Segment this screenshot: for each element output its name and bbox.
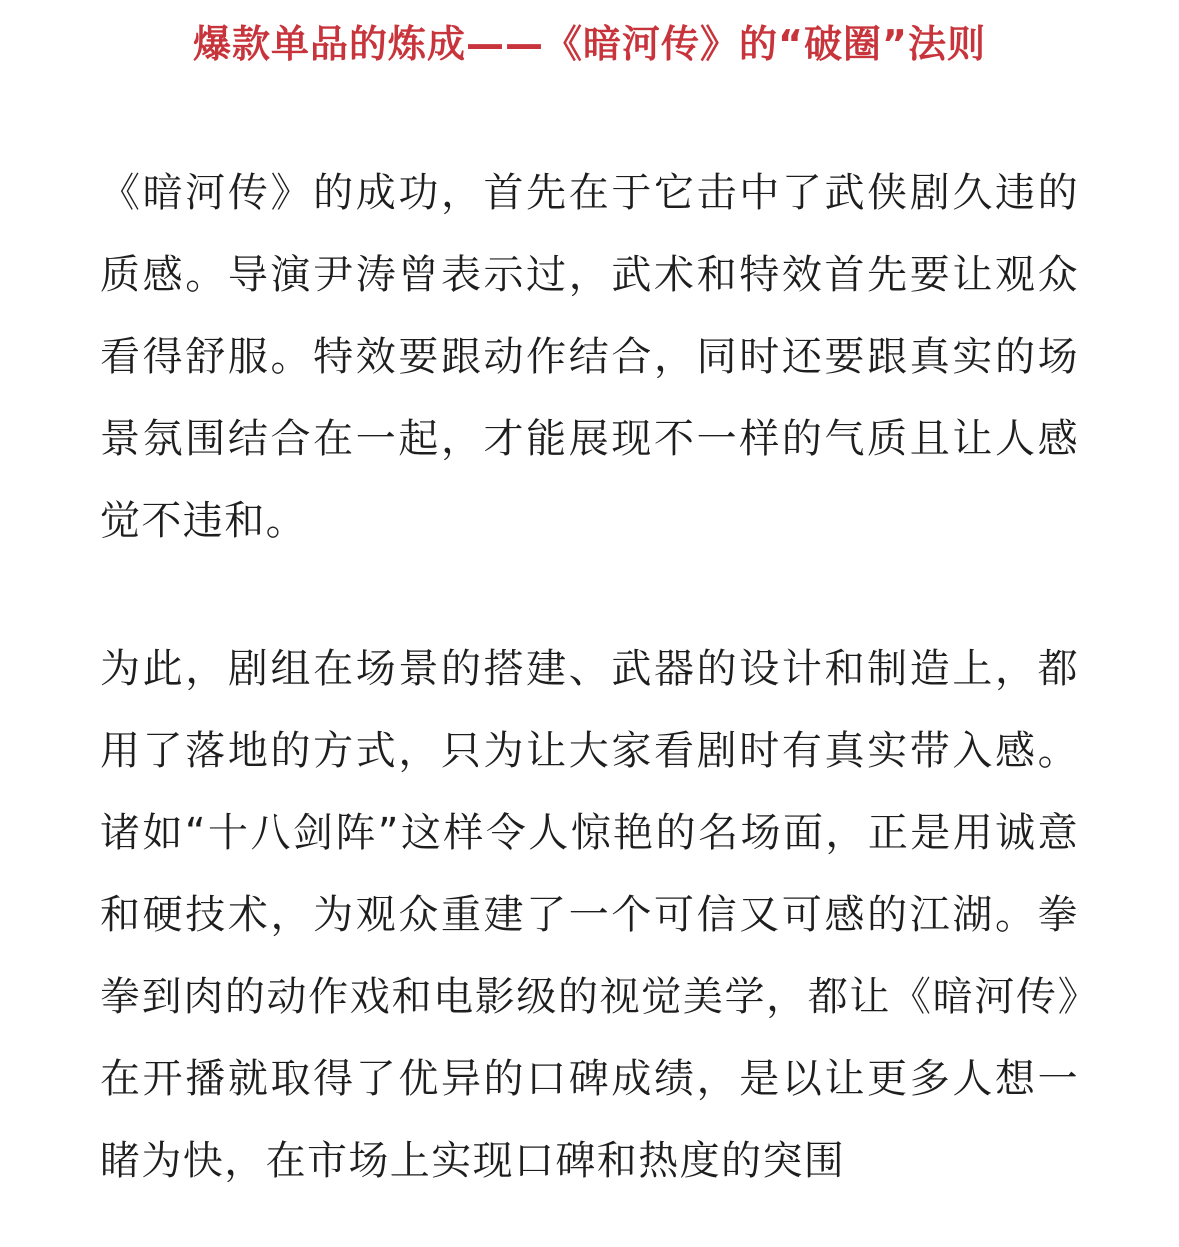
article-paragraph-1: 《暗河传》的成功，首先在于它击中了武侠剧久违的质感。导演尹涛曾表示过，武术和特效首先要让观众看得舒服。特效要跟动作结合，同时还要跟真实的场景氛围结合在一起，才能展现不一样的气质且让人感觉不违和。 (100, 170, 1079, 544)
article-title: 爆款单品的炼成——《暗河传》的“破圈”法则 (193, 22, 986, 66)
article-paragraph-2: 为此，剧组在场景的搭建、武器的设计和制造上，都用了落地的方式，只为让大家看剧时有真实带入感。诸如“十八剑阵”这样令人惊艳的名场面，正是用诚意和硬技术，为观众重建了一个可信又可感的江湖。拳拳到肉的动作戏和电影级的视觉美学，都让《暗河传》在开播就取得了优异的口碑成绩，是以让更多人想一睹为快，在市场上实现口碑和热度的突围 (100, 646, 1079, 1184)
